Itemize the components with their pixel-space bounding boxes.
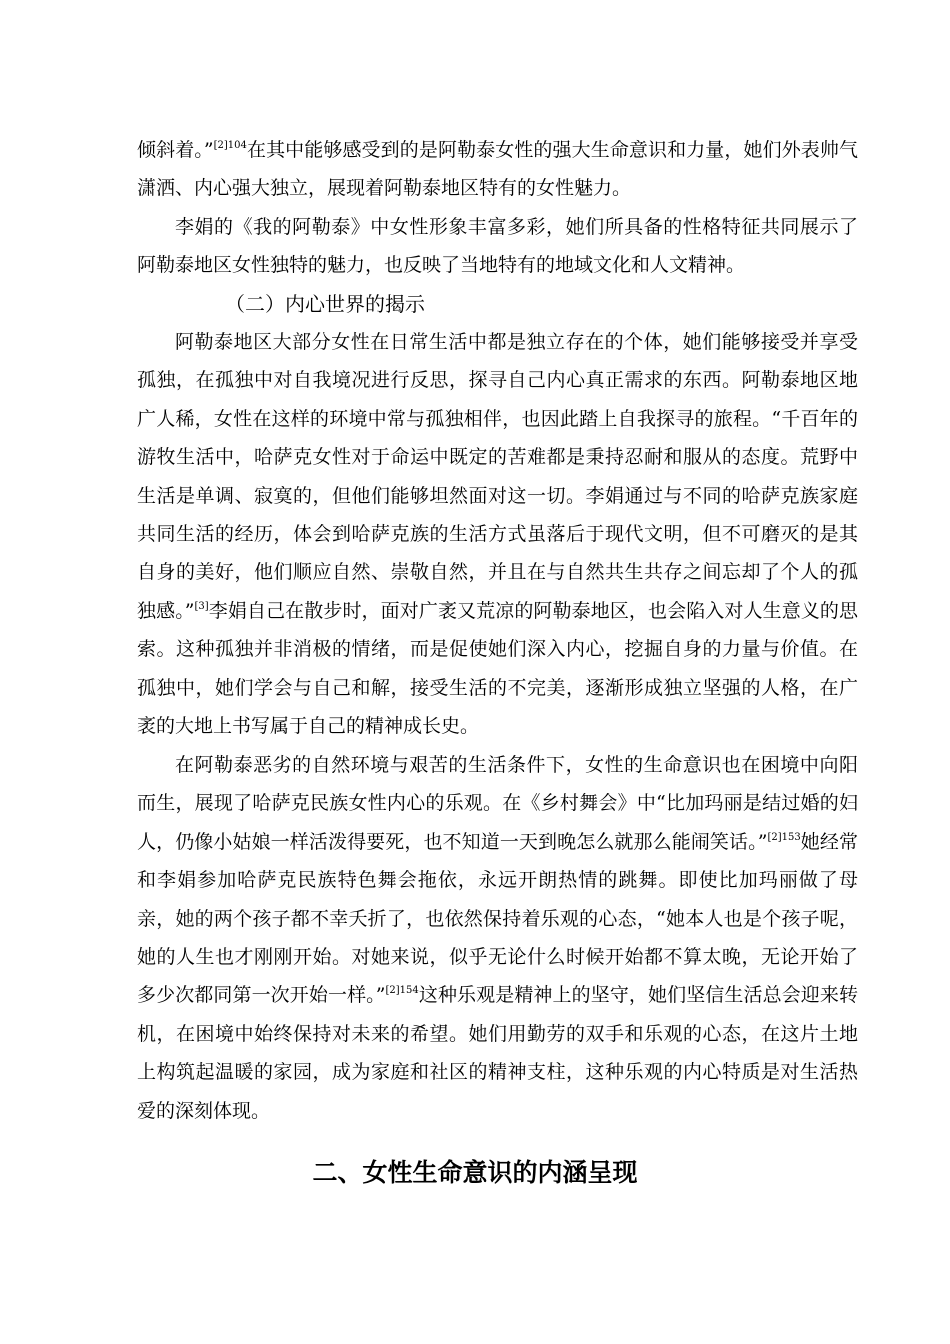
paragraph-2 (137, 208, 858, 285)
paragraph-1-text: 在其中能够感受到的是阿勒泰女性的强大生命意识和力量，她们外表帅气潇洒、内心强大独立，展现着阿勒泰地区特有的女性魅力。 (137, 139, 858, 200)
citation-2-153: [2]153 (767, 831, 801, 843)
paragraph-4-part-a: 在阿勒泰恶劣的自然环境与艰苦的生活条件下，女性的生命意识也在困境中向阳而生，展现了哈萨克民族女性内心的乐观。在《乡村舞会》中“比加玛丽是结过婚的妇人，仍像小姑娘一样活泼得要死，也不知道一天到晚怎么就那么能闹笑话。” (137, 754, 858, 853)
citation-2-154: [2]154 (385, 985, 419, 997)
subheading-inner-world: （二）内心世界的揭示 (225, 292, 425, 316)
citation-2-104: [2]104 (213, 140, 247, 151)
section-heading: 二、女性生命意识的内涵呈现 (312, 1158, 638, 1187)
paragraph-3-part-a: 阿勒泰地区大部分女性在日常生活中都是独立存在的个体，她们能够接受并享受孤独，在孤独中对自我境况进行反思，探寻自己内心真正需求的东西。阿勒泰地区地广人稀，女性在这样的环境中常与孤独相伴，也因此踏上自我探寻的旅程。“千百年的游牧生活中，哈萨克女性对于命运中既定的苦难都是秉持忍耐和服从的态度。荒野中生活是单调、寂寞的，但他们能够坦然面对这一切。李娟通过与不同的哈萨克族家庭共同生活的经历，体会到哈萨克族的生活方式虽落后于现代文明，但不可磨灭的是其自身的美好，他们顺应自然、崇敬自然，并且在与自然共生共存之间忘却了个人的孤独感。” (137, 331, 858, 622)
paragraph-3 (137, 323, 858, 745)
paragraph-3-part-b: 李娟自己在散步时，面对广袤又荒凉的阿勒泰地区，也会陷入对人生意义的思索。这种孤独并非消极的情绪，而是促使她们深入内心，挖掘自身的力量与价值。在孤独中，她们学会与自己和解，接受生活的不完美，逐渐形成独立坚强的人格，在广袤的大地上书写属于自己的精神成长史。 (137, 599, 858, 738)
paragraph-1 (137, 131, 858, 208)
paragraph-2-text: 李娟的《我的阿勒泰》中女性形象丰富多彩，她们所具备的性格特征共同展示了阿勒泰地区女性独特的魅力，也反映了当地特有的地域文化和人文精神。 (137, 216, 858, 277)
paragraph-1-lead: 倾斜着。” (137, 139, 214, 161)
paragraph-4 (137, 746, 858, 1130)
paragraph-4-part-c: 这种乐观是精神上的坚守，她们坚信生活总会迎来转机，在困境中始终保持对未来的希望。她们用勤劳的双手和乐观的心态，在这片土地上构筑起温暖的家园，成为家庭和社区的精神支柱，这种乐观的内心特质是对生活热爱的深刻体现。 (137, 984, 858, 1122)
paragraph-4-part-b: 她经常和李娟参加哈萨克民族特色舞会拖依，永远开朗热情的跳舞。即使比加玛丽做了母亲，她的两个孩子都不幸夭折了，也依然保持着乐观的心态，“她本人也是个孩子呢，她的人生也才刚刚开始。对她来说，似乎无论什么时候开始都不算太晚，无论开始了多少次都同第一次开始一样。” (137, 830, 858, 1007)
citation-3: [3] (194, 600, 209, 612)
